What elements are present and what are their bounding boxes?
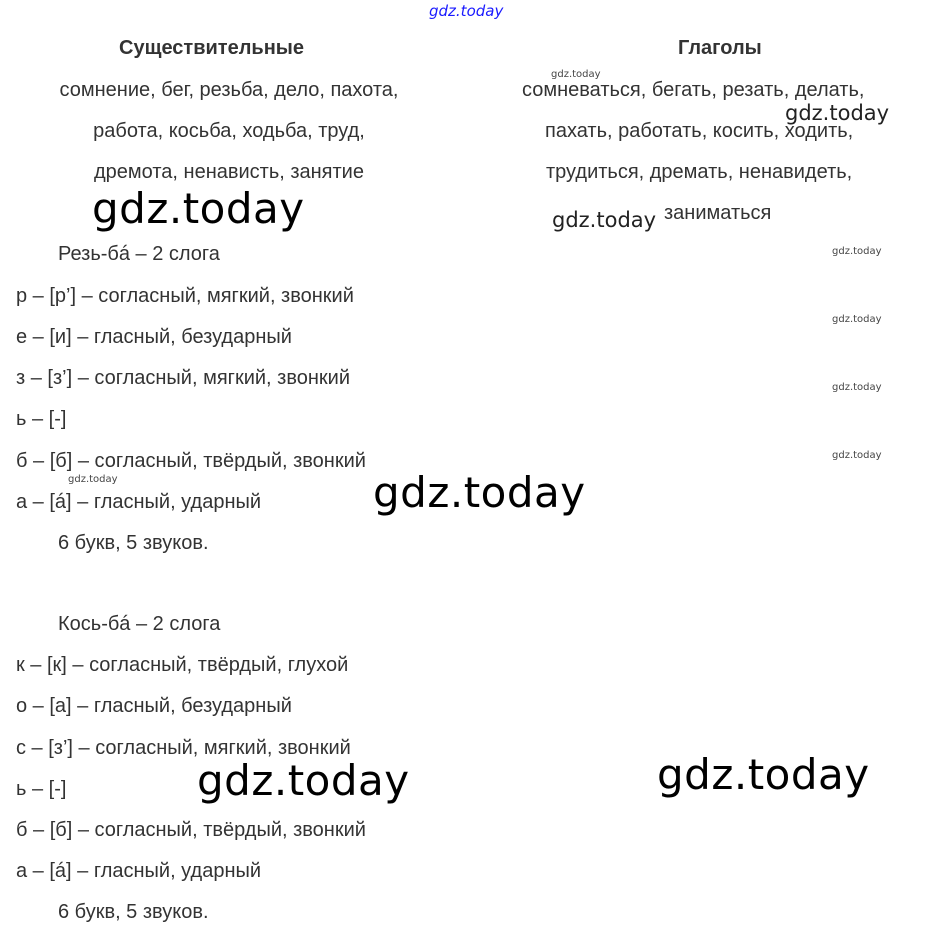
watermark-top: gdz.today: [429, 2, 504, 20]
syllable-title: Резь-бá – 2 слога: [58, 243, 220, 265]
sound-row: с – [з’] – согласный, мягкий, звонкий: [16, 737, 351, 759]
sound-row: ь – [-]: [16, 778, 67, 800]
sound-row: а – [á] – гласный, ударный: [16, 860, 262, 882]
sound-row: е – [и] – гласный, безударный: [16, 326, 292, 348]
verbs-line: заниматься: [664, 202, 772, 224]
sound-row: к – [к] – согласный, твёрдый, глухой: [16, 654, 349, 676]
nouns-line: дремота, ненависть, занятие: [94, 161, 364, 183]
sound-row: р – [р’] – согласный, мягкий, звонкий: [16, 285, 354, 307]
watermark: gdz.today: [373, 468, 586, 517]
watermark: gdz.today: [92, 184, 305, 233]
watermark: gdz.today: [832, 450, 882, 461]
sound-row: з – [з’] – согласный, мягкий, звонкий: [16, 367, 350, 389]
verbs-line: трудиться, дремать, ненавидеть,: [546, 161, 853, 183]
sound-row: а – [á] – гласный, ударный: [16, 491, 262, 513]
nouns-heading: Существительные: [119, 37, 305, 59]
sound-row: ь – [-]: [16, 408, 67, 430]
watermark: gdz.today: [832, 314, 882, 325]
watermark: gdz.today: [552, 208, 657, 232]
verbs-heading: Глаголы: [678, 37, 762, 59]
nouns-line: сомнение, бег, резьба, дело, пахота,: [59, 79, 399, 101]
letters-sounds-summary: 6 букв, 5 звуков.: [58, 901, 209, 923]
sound-row: о – [а] – гласный, безударный: [16, 695, 292, 717]
watermark: gdz.today: [832, 382, 882, 393]
sound-row: б – [б] – согласный, твёрдый, звонкий: [16, 450, 366, 472]
verbs-line: пахать, работать, косить, ходить,: [545, 120, 854, 142]
watermark: gdz.today: [197, 756, 410, 805]
sound-row: б – [б] – согласный, твёрдый, звонкий: [16, 819, 366, 841]
verbs-line: сомневаться, бегать, резать, делать,: [522, 79, 865, 101]
watermark: gdz.today: [68, 474, 118, 485]
watermark: gdz.today: [832, 246, 882, 257]
watermark: gdz.today: [657, 750, 870, 799]
nouns-line: работа, косьба, ходьба, труд,: [93, 120, 365, 142]
watermark: gdz.today: [551, 69, 601, 80]
letters-sounds-summary: 6 букв, 5 звуков.: [58, 532, 209, 554]
watermark: gdz.today: [785, 101, 890, 125]
syllable-title: Кось-бá – 2 слога: [58, 613, 221, 635]
